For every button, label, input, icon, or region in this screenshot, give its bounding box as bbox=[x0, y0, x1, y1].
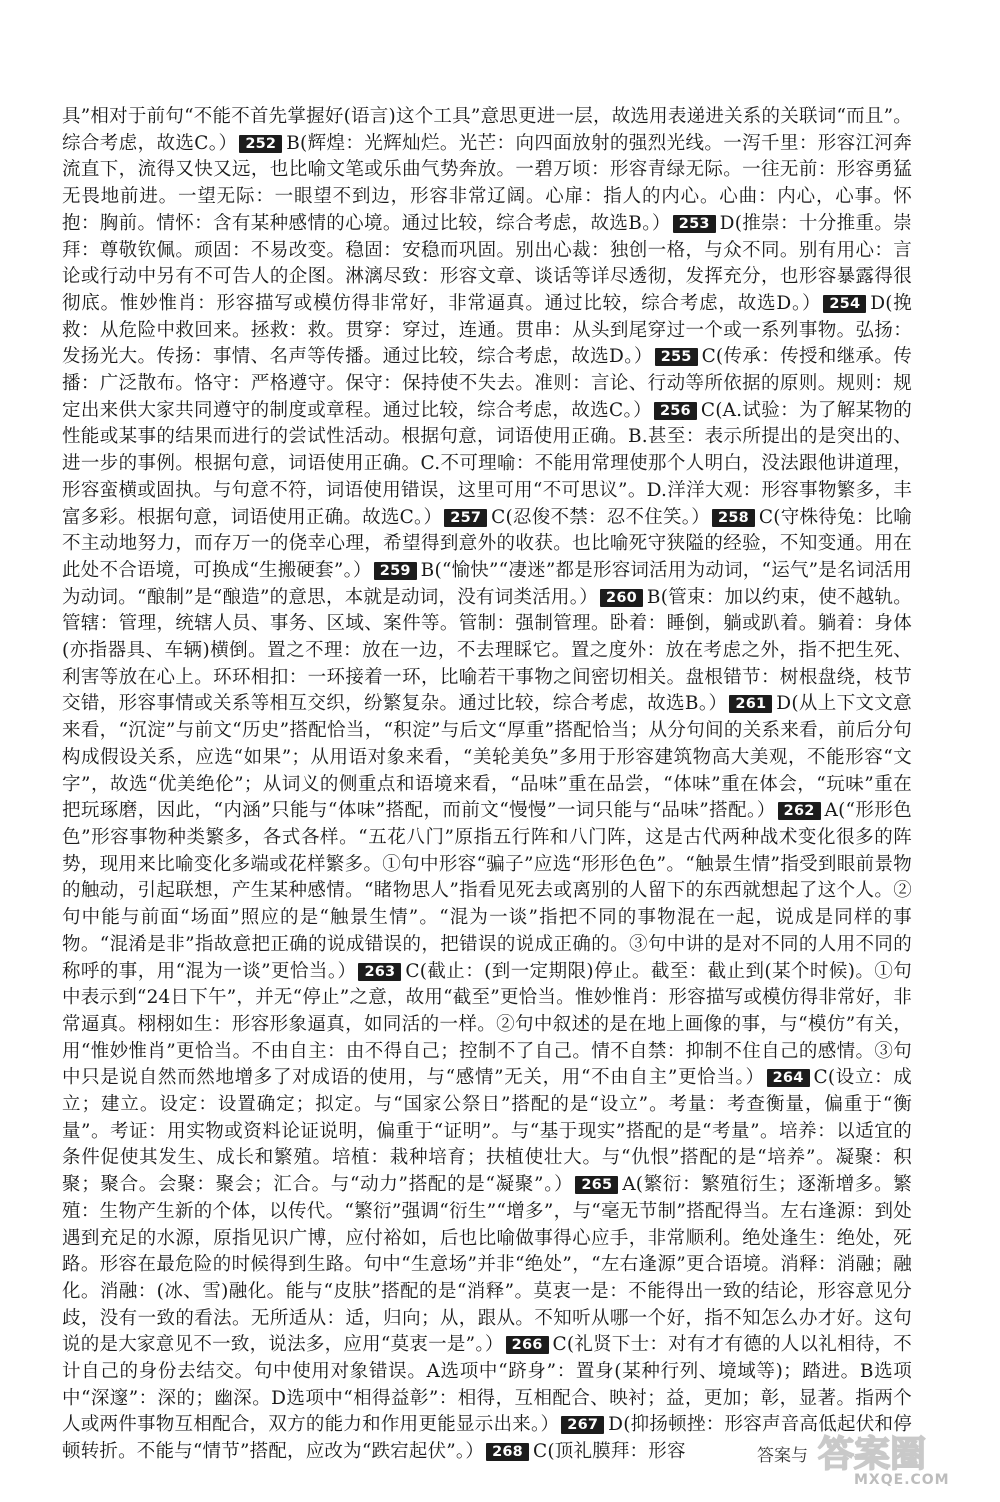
answer-text: C(顶礼膜拜：形容 bbox=[532, 1441, 686, 1463]
answer-text: D(推崇：十分推重。崇拜：尊敬钦佩。顽固：不易改变。稳固：安稳而巩固。别出心裁：独创一格，与众不同。别有用心：言论或行动中另有不可告人的企图。淋漓尽致：形容文章、谈话等详尽透彻，发挥充分，也形容暴露得很彻底。惟妙惟肖：形容描写或模仿得非常好，非常逼真。通过比较，综合考虑，故选D。） bbox=[62, 212, 912, 314]
question-number-badge: 263 bbox=[358, 963, 401, 981]
answer-text: D(挽救：从危险中救回来。拯救：救。贯穿：穿过，连通。贯串：从头到尾穿过一个或一系列事物。弘扬：发扬光大。传扬：事情、名声等传播。通过比较，综合考虑，故选D。） bbox=[62, 292, 912, 368]
question-number-badge: 262 bbox=[778, 802, 821, 820]
answer-text: C(设立：成立；建立。设定：设置确定；拟定。与“国家公祭日”搭配的是“设立”。考量：考查衡量，偏重于“衡量”。考证：用实物或资料论证说明，偏重于“证明”。与“基于现实”搭配的是“考量”。培养：以适宜的条件促使其发生、成长和繁殖。培植：栽种培育；扶植使壮大。与“仇恨”搭配的是“培养”。凝聚：积聚；聚合。会聚：聚会；汇合。与“动力”搭配的是“凝聚”。） bbox=[62, 1067, 912, 1196]
answer-text: D(从上下文文意来看，“沉淀”与前文“历史”搭配恰当，“积淀”与后文“厚重”搭配恰当；从分句间的关系来看，前后分句构成假设关系，应选“如果”；从用语对象来看，“美轮美奂”多用于形容建筑物高大美观，不能形容“文字”，故选“优美绝伦”；从词义的侧重点和语境来看，“品味”重在品尝，“体味”重在体会，“玩味”重在把玩琢磨，因此，“内涵”只能与“体味”搭配，而前文“慢慢”一词只能与“品味”搭配。） bbox=[62, 693, 912, 822]
question-number-badge: 258 bbox=[712, 509, 755, 527]
answer-text: C(传承：传授和继承。传播：广泛散布。恪守：严格遵守。保守：保持使不失去。准则：言论、行动等所依据的原则。规则：规定出来供大家共同遵守的制度或章程。通过比较，综合考虑，故选C。） bbox=[62, 346, 912, 421]
page-footer bbox=[757, 1428, 964, 1488]
question-number-badge: 253 bbox=[673, 215, 716, 233]
answer-text: A(“形形色色”形容事物种类繁多，各式各样。“五花八门”原指五行阵和八门阵，这是古代两种战术变化很多的阵势，现用来比喻变化多端或花样繁多。①句中形容“骗子”应选“形形色色”。“触景生情”指受到眼前景物的触动，引起联想，产生某种感情。“睹物思人”指看见死去或离别的人留下的东西就想起了这个人。②句中能与前面“场面”照应的是“触景生情”。“混为一谈”指把不同的事物混在一起，说成是同样的事物。“混淆是非”指故意把正确的说成错误的，把错误的说成正确的。③句中讲的是对不同的人用不同的称呼的事，用“混为一谈”更恰当。） bbox=[62, 800, 912, 982]
question-number-badge: 268 bbox=[486, 1443, 529, 1461]
answer-text: C(截止：(到一定期限)停止。截至：截止到(某个时候)。①句中表示到“24日下午”，并无“停止”之意，故用“截至”更恰当。惟妙惟肖：形容描写或模仿得非常好，非常逼真。栩栩如生：形容形象逼真，如同活的一样。②句中叙述的是在地上画像的事，与“模仿”有关，用“惟妙惟肖”更恰当。不由自主：由不得自己；控制不了自己。情不自禁：抑制不住自己的感情。③句中只是说自然而然地增多了对成语的使用，与“感情”无关，用“不由自主”更恰当。） bbox=[62, 960, 912, 1089]
answer-text: C(忍俊不禁：忍不住笑。） bbox=[491, 506, 711, 528]
footer-section-label: 答案与 bbox=[757, 1446, 808, 1466]
answer-paragraph bbox=[62, 104, 912, 1466]
answer-text: C(礼贤下士：对有才有德的人以礼相待，不计自己的身份去结交。句中使用对象错误。A选项中“跻身”：置身(某种行列、境域等)；踏进。B选项中“深邃”：深的；幽深。D选项中“相得益彰”：相得，互相配合、映衬；益，更加；彰，显著。指两个人或两件事物互相配合，双方的能力和作用更能显示出来。） bbox=[62, 1334, 913, 1436]
answer-text: C(A.试验：为了解某物的性能或某事的结果而进行的尝试性活动。根据句意，词语使用正确。B.甚至：表示所提出的是突出的、进一步的事例。根据句意，词语使用正确。C.不可理喻：不能用常理使那个人明白，没法跟他讲道理，形容蛮横或固执。与句意不符，词语使用错误，这里可用“不可思议”。D.洋洋大观：形容事物繁多，丰富多彩。根据句意，词语使用正确。故选C。） bbox=[62, 399, 913, 528]
answer-text: B(管束：加以约束，使不越轨。管辖：管理，统辖人员、事务、区域、案件等。管制：强制管理。卧着：睡倒，躺或趴着。躺着：身体(亦指器具、车辆)横倒。置之不理：放在一边，不去理睬它。置之度外：放在考虑之外，指不把生死、利害等放在心上。环环相扣：一环接着一环，比喻若干事物之间密切相关。盘根错节：树根盘绕，枝节交错，形容事情或关系等相互交织，纷繁复杂。通过比较，综合考虑，故选B。） bbox=[62, 586, 912, 715]
answer-text: A(繁衍：繁殖衍生；逐渐增多。繁殖：生物产生新的个体，以传代。“繁衍”强调“衍生”“增多”，与“毫无节制”搭配得当。左右逢源：到处遇到充足的水源，原指见识广博，应付裕如，后也比喻做事得心应手，非常顺利。绝处逢生：绝处，死路。形容在最危险的时候得到生路。句中“生意场”并非“绝处”，“左右逢源”更合语境。消释：消融；融化。消融：(冰、雪)融化。能与“皮肤”搭配的是“消释”。莫衷一是：不能得出一致的结论，形容意见分歧，没有一致的看法。无所适从：适，归向；从，跟从。不知听从哪一个好，指不知怎么办才好。这句说的是大家意见不一致，说法多，应用“莫衷一是”。） bbox=[62, 1174, 912, 1356]
answer-text: B(辉煌：光辉灿烂。光芒：向四面放射的强烈光线。一泻千里：形容江河奔流直下，流得又快又远，也比喻文笔或乐曲气势奔放。一碧万顷：形容青绿无际。一往无前：形容勇猛无畏地前进。一望无际：一眼望不到边，形容非常辽阔。心扉：指人的内心。心曲：内心，心事。怀抱：胸前。情怀：含有某种感情的心境。通过比较，综合考虑，故选B。） bbox=[62, 132, 913, 234]
question-number-badge: 265 bbox=[575, 1176, 618, 1194]
question-number-badge: 261 bbox=[729, 695, 772, 713]
question-number-badge: 255 bbox=[655, 348, 698, 366]
question-number-badge: 267 bbox=[561, 1416, 604, 1434]
question-number-badge: 259 bbox=[374, 562, 417, 580]
answer-text: C(守株待兔：比喻不主动地努力，而存万一的侥幸心理，希望得到意外的收获。也比喻死守狭隘的经验，不知变通。用在此处不合语境，可换成“生搬硬套”。） bbox=[62, 506, 912, 581]
question-number-badge: 257 bbox=[444, 509, 487, 527]
question-number-badge: 264 bbox=[767, 1069, 810, 1087]
answer-text: D(抑扬顿挫：形容声音高低起伏和停顿转折。不能与“情节”搭配，应改为“跌宕起伏”。） bbox=[62, 1414, 913, 1463]
watermark-url: MXQE.COM bbox=[854, 1472, 950, 1488]
answer-page-body bbox=[62, 104, 912, 1466]
watermark-title: 答案圈 bbox=[818, 1434, 927, 1475]
question-number-badge: 266 bbox=[506, 1336, 549, 1354]
answer-text: 具”相对于前句“不能不首先掌握好(语言)这个工具”意思更进一层，故选用表递进关系的关联词“而且”。综合考虑，故选C。） bbox=[62, 106, 912, 154]
question-number-badge: 256 bbox=[654, 402, 697, 420]
answer-text: B(“愉快”“凄迷”都是形容词活用为动词，“运气”是名词活用为动词。“酿制”是“酿造”的意思，本就是动词，没有词类活用。） bbox=[62, 559, 912, 608]
watermark-logo-icon bbox=[814, 1428, 964, 1488]
question-number-badge: 254 bbox=[823, 295, 866, 313]
question-number-badge: 260 bbox=[600, 589, 643, 607]
question-number-badge: 252 bbox=[239, 135, 282, 153]
